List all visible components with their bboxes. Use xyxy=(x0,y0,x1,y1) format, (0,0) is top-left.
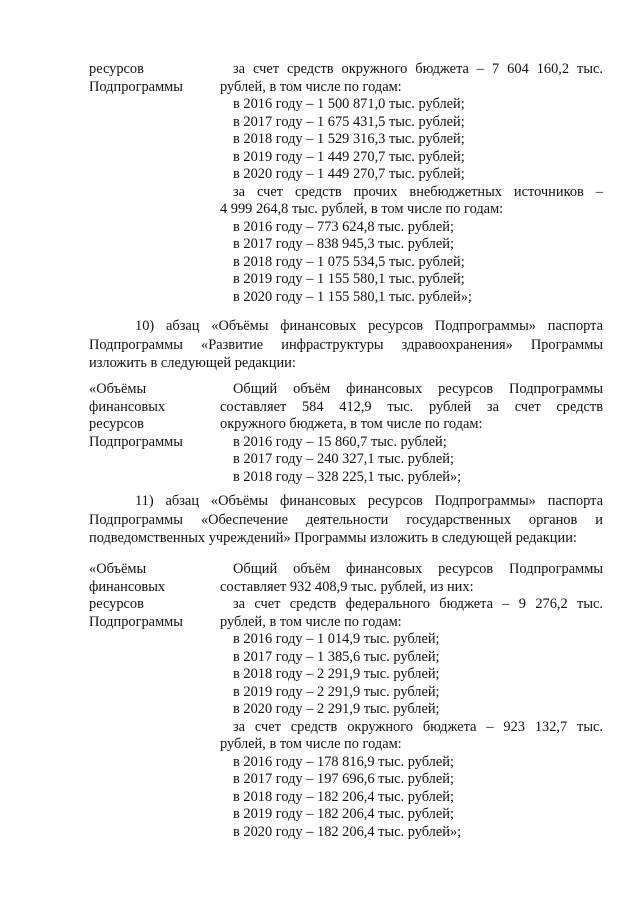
paragraph-line: 10) абзац «Объёмы финансовых ресурсов Подпрограммы» паспорта xyxy=(135,318,603,334)
row-content xyxy=(220,561,603,841)
text-line: составляет 584 412,9 тыс. рублей за счет средств xyxy=(220,398,603,415)
year-line: в 2020 году – 182 206,4 тыс. рублей»; xyxy=(233,823,462,840)
year-line: в 2017 году – 838 945,3 тыс. рублей; xyxy=(233,236,454,252)
text-line: Общий объём финансовых ресурсов Подпрограммы xyxy=(233,381,603,397)
label-line: финансовых xyxy=(89,578,166,595)
year-line: в 2019 году – 2 291,9 тыс. рублей; xyxy=(233,683,440,700)
row-content xyxy=(220,61,603,306)
year-line: в 2016 году – 1 014,9 тыс. рублей; xyxy=(233,631,440,647)
text-line: рублей, в том числе по годам: xyxy=(220,736,402,752)
label-line: Подпрограммы xyxy=(89,613,183,630)
label-line: «Объёмы xyxy=(89,381,147,397)
text-line: 4 999 264,8 тыс. рублей, в том числе по годам: xyxy=(220,201,504,217)
paragraph-line: подведомственных учреждений» Программы изложить в следующей редакции: xyxy=(89,530,577,546)
text-line: за счет средств окружного бюджета – 923 132,7 тыс. xyxy=(233,718,603,735)
year-line: в 2017 году – 240 327,1 тыс. рублей; xyxy=(233,451,454,467)
text-line: за счет средств федерального бюджета – 9 276,2 тыс. xyxy=(233,596,603,612)
year-line: в 2020 году – 1 449 270,7 тыс. рублей; xyxy=(233,166,465,182)
text-line: рублей, в том числе по годам: xyxy=(220,613,402,630)
text-line: Общий объём финансовых ресурсов Подпрограммы xyxy=(233,561,603,577)
paragraph-line: Подпрограммы «Обеспечение деятельности государственных органов и xyxy=(89,511,603,528)
year-line: в 2017 году – 1 385,6 тыс. рублей; xyxy=(233,648,440,665)
row-label xyxy=(89,561,214,631)
year-line: в 2018 году – 2 291,9 тыс. рублей; xyxy=(233,666,440,682)
year-line: в 2018 году – 182 206,4 тыс. рублей; xyxy=(233,788,454,805)
label-line: финансовых xyxy=(89,398,166,415)
paragraph-line: изложить в следующей редакции: xyxy=(89,355,296,371)
year-line: в 2018 году – 1 075 534,5 тыс. рублей; xyxy=(233,253,465,270)
paragraph-line: 11) абзац «Объёмы финансовых ресурсов Подпрограммы» паспорта xyxy=(135,493,603,509)
paragraph-10 xyxy=(89,318,603,374)
text-line: составляет 932 408,9 тыс. рублей, из них: xyxy=(220,578,474,595)
year-line: в 2019 году – 182 206,4 тыс. рублей; xyxy=(233,806,454,822)
row-label xyxy=(89,381,214,451)
label-line: ресурсов xyxy=(89,596,144,612)
label-line: Подпрограммы xyxy=(89,433,183,450)
year-line: в 2018 году – 1 529 316,3 тыс. рублей; xyxy=(233,131,465,147)
label-line: ресурсов xyxy=(89,61,144,77)
text-line: за счет средств окружного бюджета – 7 604 160,2 тыс. xyxy=(233,61,603,77)
label-line: ресурсов xyxy=(89,416,144,432)
paragraph-line: Подпрограммы «Развитие инфраструктуры здравоохранения» Программы xyxy=(89,336,603,353)
paragraph-11 xyxy=(89,493,603,549)
label-line: «Объёмы xyxy=(89,561,147,577)
year-line: в 2019 году – 1 155 580,1 тыс. рублей; xyxy=(233,271,465,287)
year-line: в 2020 году – 2 291,9 тыс. рублей; xyxy=(233,701,440,717)
year-line: в 2019 году – 1 449 270,7 тыс. рублей; xyxy=(233,148,465,165)
year-line: в 2017 году – 1 675 431,5 тыс. рублей; xyxy=(233,113,465,130)
row-content xyxy=(220,381,603,486)
year-line: в 2016 году – 1 500 871,0 тыс. рублей; xyxy=(233,96,465,112)
text-line: за счет средств прочих внебюджетных источников – xyxy=(233,183,603,200)
year-line: в 2018 году – 328 225,1 тыс. рублей»; xyxy=(233,468,462,485)
year-line: в 2017 году – 197 696,6 тыс. рублей; xyxy=(233,771,454,787)
text-line: рублей, в том числе по годам: xyxy=(220,78,402,95)
year-line: в 2020 году – 1 155 580,1 тыс. рублей»; xyxy=(233,288,472,305)
text-line: окружного бюджета, в том числе по годам: xyxy=(220,416,483,432)
year-line: в 2016 году – 15 860,7 тыс. рублей; xyxy=(233,433,447,450)
year-line: в 2016 году – 178 816,9 тыс. рублей; xyxy=(233,753,454,770)
row-label xyxy=(89,61,214,96)
year-line: в 2016 году – 773 624,8 тыс. рублей; xyxy=(233,218,454,235)
label-line: Подпрограммы xyxy=(89,78,183,95)
